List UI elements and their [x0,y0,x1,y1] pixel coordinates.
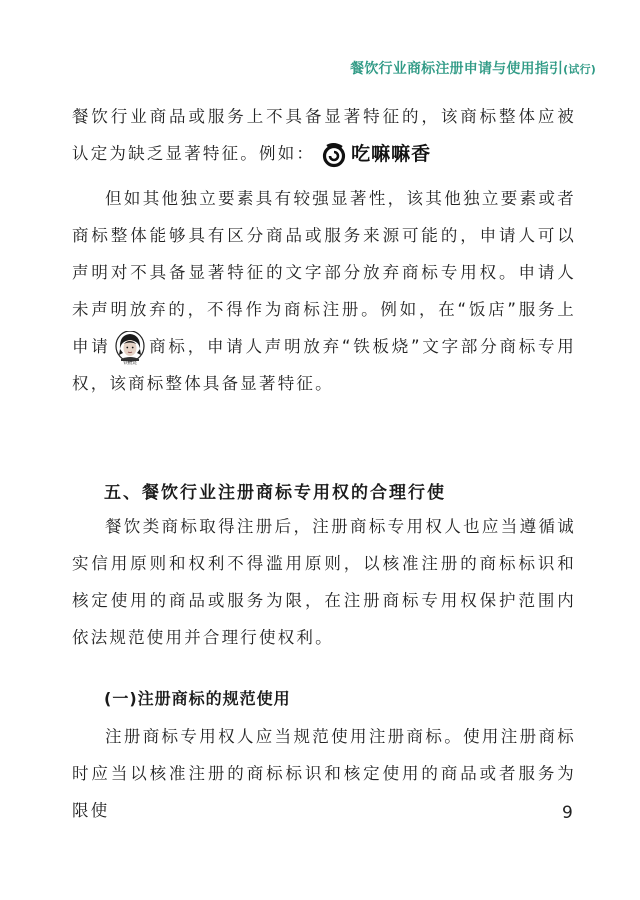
paragraph-text: 商标，申请人声明放弃“铁板烧”文字部分商标专用权，该商标整体具备显著特征。 [72,337,576,393]
subsection-heading: (一)注册商标的规范使用 [104,689,291,708]
header-suffix: (试行) [563,63,596,76]
paragraph-disclaimer [72,180,576,402]
header-title: 餐饮行业商标注册申请与使用指引 [350,61,564,77]
paragraph-text: 餐饮行业商品或服务上不具备显著特征的，该商标整体应被认定为缺乏显著特征。例如： [72,107,576,163]
paragraph-text: 但如其他独立要素具有较强显著性，该其他独立要素或者商标整体能够具有区分商品或服务来源可能的，申请人可以声明对不具备显著特征的文字部分放弃商标专用权。申请人未声明放弃的，不得作为商标注册。例如，在“饭店”服务上申请 [72,189,576,356]
portrait-trademark-image [115,331,145,365]
logo-wordmark: 吃嘛嘛香 [351,143,432,165]
paragraph-example-1 [72,98,576,173]
page-number: 9 [562,803,573,823]
running-header [350,58,596,78]
section-heading: 五、餐饮行业注册商标专用权的合理行使 [104,483,446,503]
portrait-mark-caption: 铁板烧 [122,360,137,365]
example-trademark-logo [321,136,431,173]
paragraph-subsection: 注册商标专用权人应当规范使用注册商标。使用注册商标时应当以核准注册的商标标识和核定使用的商品或者服务为限使 [72,727,576,820]
spiral-logo-icon [321,142,347,168]
portrait-mark-icon [115,331,145,365]
paragraph-section-intro: 餐饮类商标取得注册后，注册商标专用权人也应当遵循诚实信用原则和权利不得滥用原则，以核准注册的商标标识和核定使用的商品或服务为限，在注册商标专用权保护范围内依法规范使用并合理行使权利。 [72,517,576,647]
